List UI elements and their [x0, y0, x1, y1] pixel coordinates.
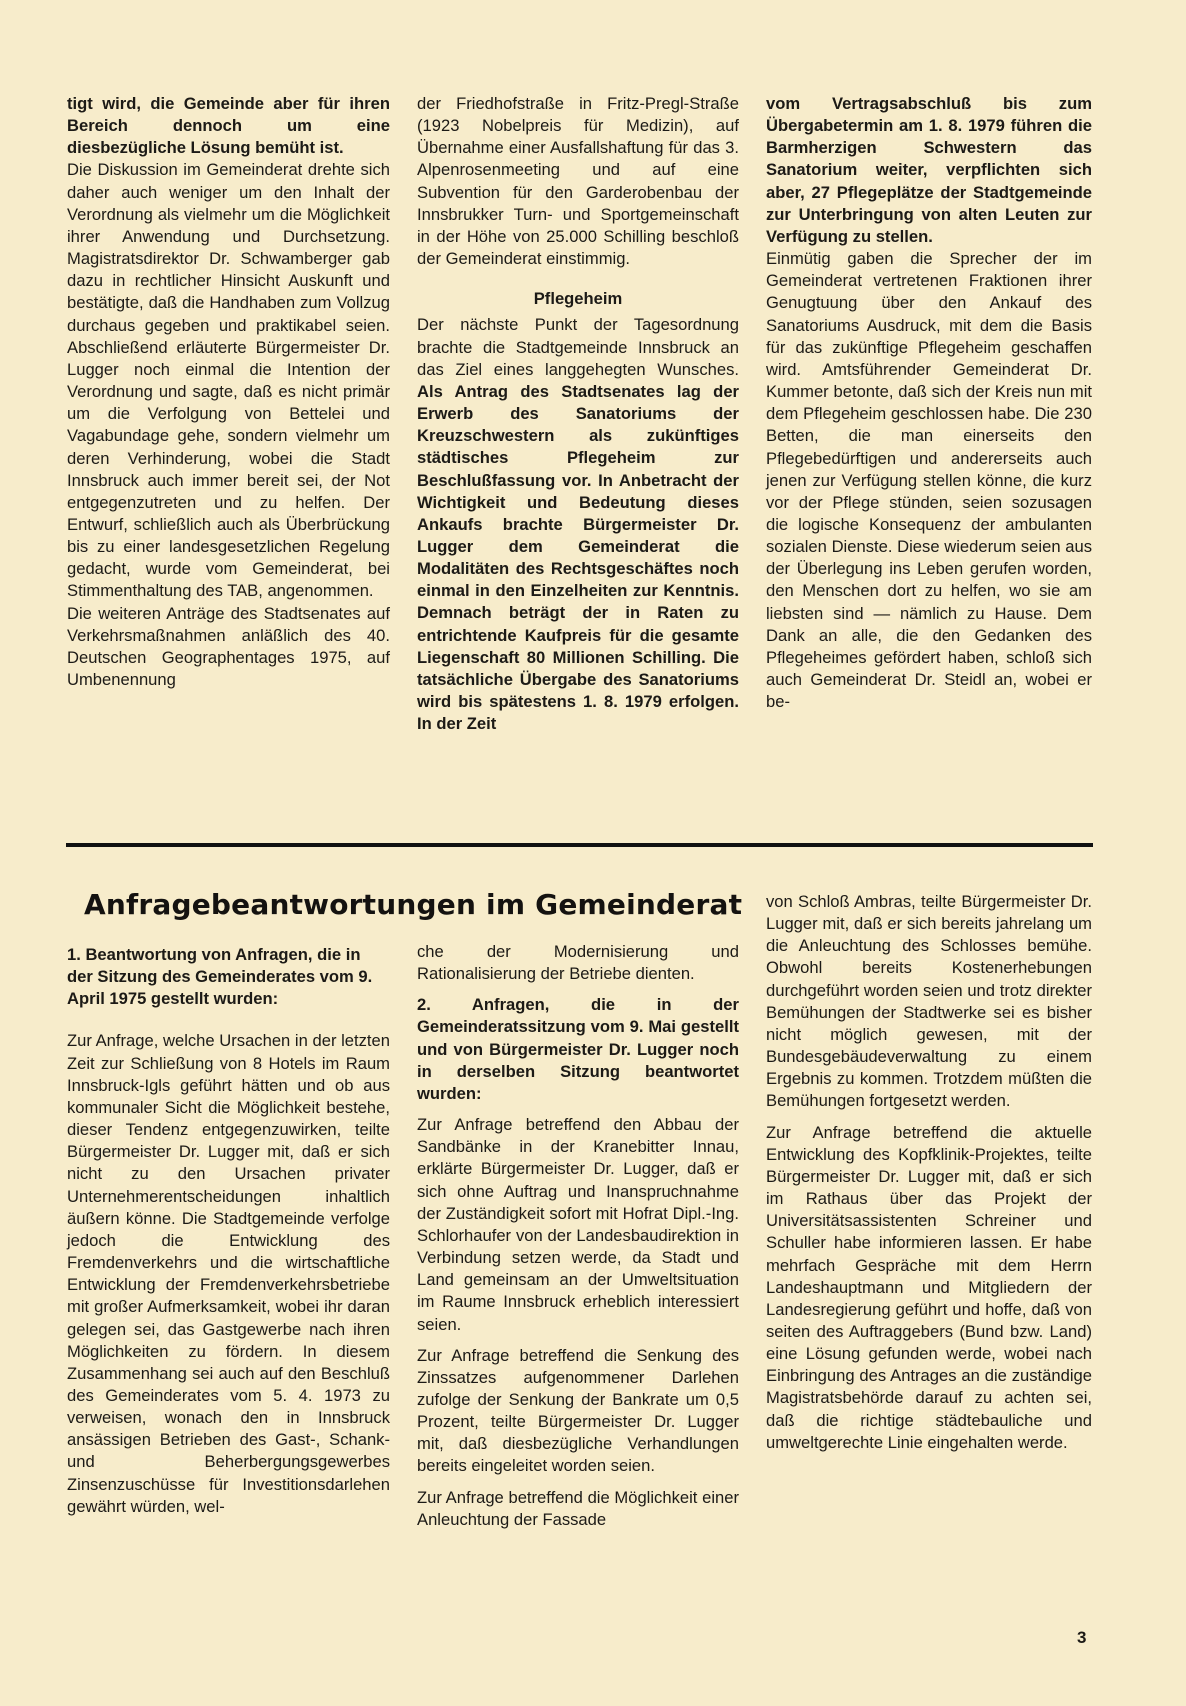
section-divider-rule [66, 843, 1093, 847]
top-col3-bold-lead: vom Vertragsabschluß bis zum Übergabetermin am 1. 8. 1979 führen die Barmherzigen Schwestern das Sanatorium weiter, verpflichten sich aber, 27 Pflegeplätze der Stadtgemeinde zur Unterbringung von alten Leuten zur Verfügung zu stellen. [766, 94, 1092, 246]
article-column-2 [417, 941, 739, 1531]
article-col3-paragraph-1: von Schloß Ambras, teilte Bürgermeister Dr. Lugger mit, daß er sich bereits jahrelang um die Anleuchtung des Schlosses bemühe. Obwohl bereits Kostenerhebungen durchgeführt worden seien und trotz direkter Bemühungen der Stadtwerke sei es bisher nicht möglich gewesen, mit der Bundesgebäudeverwaltung zu einem Ergebnis zu kommen. Trotzdem müßten die Bemühungen fortgesetzt werden. [766, 892, 1092, 1111]
top-column-3 [766, 93, 1092, 713]
top-column-1 [67, 93, 390, 691]
top-col3-paragraph-1: Einmütig gaben die Sprecher der im Gemeinderat vertretenen Fraktionen ihrer Genugtuung über den Ankauf des Sanatoriums Ausdruck, mit dem die Basis für das zukünftige Pflegeheim geschaffen wird. Amtsführender Gemeinderat Dr. Kummer betonte, daß sich der Kreis nun mit dem Pflegeheim geschlossen habe. Die 230 Betten, die man einerseits den Pflegebedürftigen und andererseits auch jenen zur Verfügung stellen könne, die kurz vor der Pflege stünden, seien sozusagen die logische Konsequenz der ambulanten sozialen Dienste. Diese wiederum seien aus der Überlegung ins Leben gerufen worden, den Menschen dort zu helfen, wo sie am liebsten sind — nämlich zu Hause. Dem Dank an alle, die den Gedanken des Pflegeheimes gefördert haben, schloß sich auch Gemeinderat Dr. Steidl an, wobei er be- [766, 249, 1092, 712]
article-col3-paragraph-2: Zur Anfrage betreffend die aktuelle Entwicklung des Kopfklinik-Projektes, teilte Bürgermeister Dr. Lugger mit, daß er sich im Rathaus über das Projekt der Universitätsassistenten Schreiner und Schuller habe informieren lassen. Er habe mehrfach Gespräche mit dem Herrn Landeshauptmann und Mitgliedern der Landesregierung geführt und hoffe, daß von seiten des Auftraggebers (Bund bzw. Land) eine Lösung gefunden werde, wobei nach Einbringung des Antrages an die zuständige Magistratsbehörde darauf zu achten sei, daß die richtige städtebauliche und umweltgerechte Linie eingehalten werde. [766, 1122, 1092, 1452]
article-column-1 [67, 944, 390, 1518]
top-col1-bold-lead: tigt wird, die Gemeinde aber für ihren Bereich dennoch um eine diesbezügliche Lösung bemüht ist. [67, 94, 390, 158]
top-col2-paragraph-2 [417, 314, 739, 735]
section-1-heading: 1. Beantwortung von Anfragen, die in der Sitzung des Gemeinderates vom 9. April 1975 gestellt wurden: [67, 945, 373, 1009]
article-col2-paragraph-2: Zur Anfrage betreffend den Abbau der Sandbänke in der Kranebitter Innau, erklärte Bürgermeister Dr. Lugger, daß er sich ohne Auftrag und Inanspruchnahme der Zuständigkeit sofort mit Hofrat Dipl.-Ing. Schlorhaufer von der Landesbaudirektion in Verbindung setzen werde, da Stadt und Land gemeinsam an der Umweltsituation im Raume Innsbruck erheblich interessiert seien. [417, 1115, 739, 1334]
top-col1-paragraph-2: Die weiteren Anträge des Stadtsenates auf Verkehrsmaßnahmen anläßlich des 40. Deutschen Geographentages 1975, auf Umbenennung [67, 603, 390, 690]
top-column-2 [417, 93, 739, 735]
article-column-3 [766, 891, 1092, 1454]
top-col1-paragraph-1: Die Diskussion im Gemeinderat drehte sich daher auch weniger um den Inhalt der Verordnung als vielmehr um die Möglichkeit ihrer Anwendung und Durchsetzung. Magistratsdirektor Dr. Schwamberger gab dazu in rechtlicher Hinsicht Auskunft und bestätigte, daß die Handhaben zum Vollzug durchaus gegeben und praktikabel seien. Abschließend erläuterte Bürgermeister Dr. Lugger noch einmal die Intention der Verordnung und sagte, daß es nicht primär um die Verfolgung von Bettelei und Vagabundage gehe, sondern vielmehr um deren Verhinderung, wobei die Stadt Innsbruck auch immer bereit sei, der Not entgegenzutreten und zu helfen. Der Entwurf, schließlich auch als Überbrückung bis zu einer landesgesetzlichen Regelung gedacht, wurde vom Gemeinderat, bei Stimmenthaltung des TAB, angenommen. [67, 160, 390, 601]
section-2-heading: 2. Anfragen, die in der Gemeinderatssitzung vom 9. Mai gestellt und von Bürgermeister Dr. Lugger noch in derselben Sitzung beantwortet wurden: [417, 995, 739, 1103]
top-col2-paragraph-2-plain: Der nächste Punkt der Tagesordnung brachte die Stadtgemeinde Innsbruck an das Ziel eines langgehegten Wunsches. [417, 315, 739, 379]
article-col2-paragraph-1: che der Modernisierung und Rationalisierung der Betriebe dienten. [417, 942, 739, 984]
article-headline: Anfragebeantwortungen im Gemeinderat [84, 888, 743, 921]
top-col2-paragraph-1: der Friedhofstraße in Fritz-Pregl-Straße (1923 Nobelpreis für Medizin), auf Übernahme einer Ausfallshaftung für das 3. Alpenrosenmeeting und auf eine Subvention für den Garderobenbau der Innsbrukker Turn- und Sportgemeinschaft in der Höhe von 25.000 Schilling beschloß der Gemeinderat einstimmig. [417, 94, 739, 269]
top-col2-paragraph-2-bold: Als Antrag des Stadtsenates lag der Erwerb des Sanatoriums der Kreuzschwestern als zukünftiges städtisches Pflegeheim zur Beschlußfassung vor. In Anbetracht der Wichtigkeit und Bedeutung dieses Ankaufs brachte Bürgermeister Dr. Lugger dem Gemeinderat die Modalitäten des Rechtsgeschäftes noch einmal in den Einzelheiten zur Kenntnis. Demnach beträgt der in Raten zu entrichtende Kaufpreis für die gesamte Liegenschaft 80 Millionen Schilling. Die tatsächliche Übergabe des Sanatoriums wird bis spätestens 1. 8. 1979 erfolgen. In der Zeit [417, 381, 739, 734]
article-col1-paragraph-1: Zur Anfrage, welche Ursachen in der letzten Zeit zur Schließung von 8 Hotels im Raum Innsbruck-Igls geführt hätten und ob aus kommunaler Sicht die Möglichkeit bestehe, dieser Tendenz entgegenzuwirken, teilte Bürgermeister Dr. Lugger mit, daß er sich nicht zu den Ursachen privater Unternehmerentscheidungen inhaltlich äußern könne. Die Stadtgemeinde verfolge jedoch die Entwicklung des Fremdenverkehrs und die wirtschaftliche Entwicklung der Fremdenverkehrsbetriebe mit großer Aufmerksamkeit, wobei ihr daran gelegen sei, das Gastgewerbe nach ihren Möglichkeiten zu fördern. In diesem Zusammenhang sei auch auf den Beschluß des Gemeinderates vom 5. 4. 1973 zu verweisen, wonach den in Innsbruck ansässigen Betrieben des Gast-, Schank- und Beherbergungsgewerbes Zinsenzuschüsse für Investitionsdarlehen gewährt würden, wel- [67, 1031, 390, 1516]
article-col2-paragraph-3: Zur Anfrage betreffend die Senkung des Zinssatzes aufgenommener Darlehen zufolge der Senkung der Bankrate um 0,5 Prozent, teilte Bürgermeister Dr. Lugger mit, daß diesbezügliche Verhandlungen bereits eingeleitet worden seien. [417, 1345, 739, 1476]
subheading-pflegeheim: Pflegeheim [533, 289, 623, 309]
page-number: 3 [1077, 1628, 1087, 1647]
article-col2-paragraph-4: Zur Anfrage betreffend die Möglichkeit einer Anleuchtung der Fassade [417, 1487, 739, 1529]
